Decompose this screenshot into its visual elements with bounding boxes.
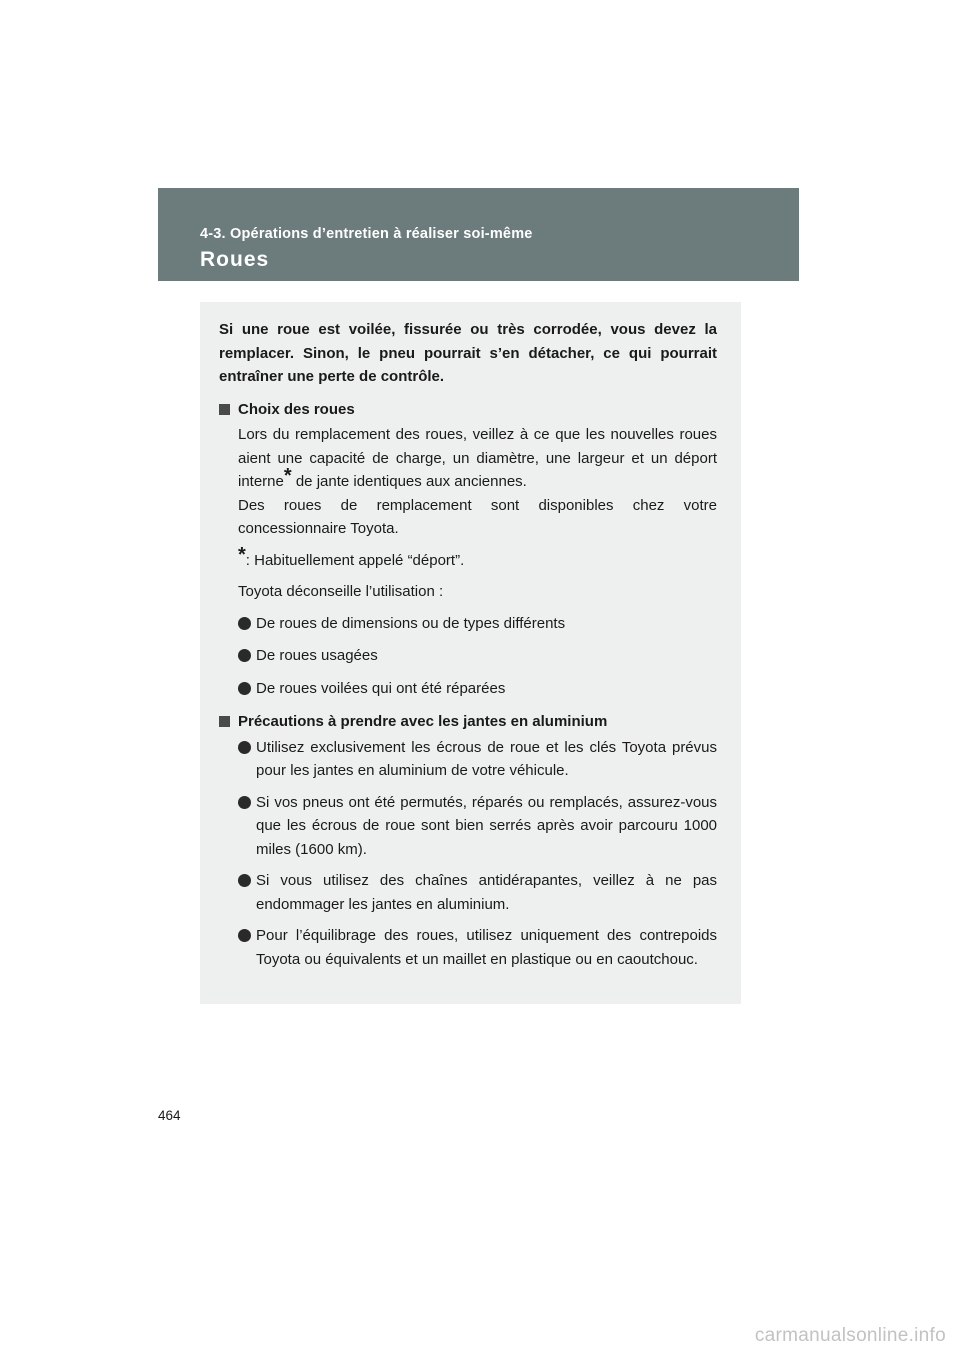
paragraph-text: de jante identiques aux anciennes. xyxy=(291,473,527,490)
list-item-text: De roues de dimensions ou de types différents xyxy=(256,614,566,632)
section-heading-wheel-choice xyxy=(219,398,717,422)
paragraph-text: Lors du remplacement des roues, veillez à ce que les nouvelles roues aient une capacité de charge, un diamètre, une largeur et un déport interne xyxy=(238,426,717,490)
bullet-dot-icon xyxy=(238,929,251,942)
wheel-choice-paragraph xyxy=(238,423,717,494)
list-item xyxy=(238,869,717,916)
watermark: carmanualsonline.info xyxy=(754,1325,946,1346)
square-bullet-icon xyxy=(219,404,230,415)
bullet-dot-icon xyxy=(238,796,251,809)
list-item-text: Utilisez exclusivement les écrous de roue et les clés Toyota prévus pour les jantes en aluminium de votre véhicule. xyxy=(256,738,717,779)
section-heading-aluminium-precautions xyxy=(219,710,717,734)
bullet-dot-icon xyxy=(238,874,251,887)
list-item-text: Si vous utilisez des chaînes antidérapantes, veillez à ne pas endommager les jantes en aluminium. xyxy=(256,872,717,913)
footnote xyxy=(238,543,717,573)
list-item xyxy=(238,924,717,971)
asterisk-mark: * xyxy=(283,465,292,487)
list-item xyxy=(238,791,717,862)
warning-intro: Toyota déconseille l’utilisation : xyxy=(238,583,444,600)
bullet-dot-icon xyxy=(238,682,251,695)
discouraged-wheels-list xyxy=(238,612,717,701)
heading-text: Choix des roues xyxy=(238,400,355,418)
list-item-text: De roues usagées xyxy=(256,647,378,664)
heading-text: Précautions à prendre avec les jantes en aluminium xyxy=(238,713,608,730)
page-number: 464 xyxy=(158,1108,181,1123)
list-item xyxy=(238,644,717,668)
bullet-dot-icon xyxy=(238,741,251,754)
aluminium-precautions-list xyxy=(238,736,717,972)
bullet-dot-icon xyxy=(238,649,251,662)
section-label: 4-3. Opérations d’entretien à réaliser soi-même xyxy=(200,226,533,242)
list-item-text: Pour l’équilibrage des roues, utilisez uniquement des contrepoids Toyota ou équivalents et un maillet en plastique ou en caoutchouc. xyxy=(256,927,717,968)
page-title: Roues xyxy=(200,248,270,271)
list-item-text: De roues voilées qui ont été réparées xyxy=(256,679,506,697)
list-item xyxy=(238,612,717,636)
dealer-availability-paragraph: Des roues de remplacement sont disponibles chez votre concessionnaire Toyota. xyxy=(238,496,717,537)
intro-paragraph: Si une roue est voilée, fissurée ou très corrodée, vous devez la remplacer. Sinon, le pneu pourrait s’en détacher, ce qui pourrait entraîner une perte de contrôle. xyxy=(219,321,717,385)
content-box xyxy=(200,302,741,1004)
header-band xyxy=(158,188,799,281)
list-item-text: Si vos pneus ont été permutés, réparés ou remplacés, assurez-vous que les écrous de roue sont bien serrés après avoir parcouru 1000 miles (1600 km). xyxy=(256,793,717,858)
asterisk-mark: * xyxy=(238,543,246,566)
square-bullet-icon xyxy=(219,716,230,727)
bullet-dot-icon xyxy=(238,617,251,630)
list-item xyxy=(238,677,717,701)
list-item xyxy=(238,736,717,783)
footnote-text: : Habituellement appelé “déport”. xyxy=(245,551,465,569)
